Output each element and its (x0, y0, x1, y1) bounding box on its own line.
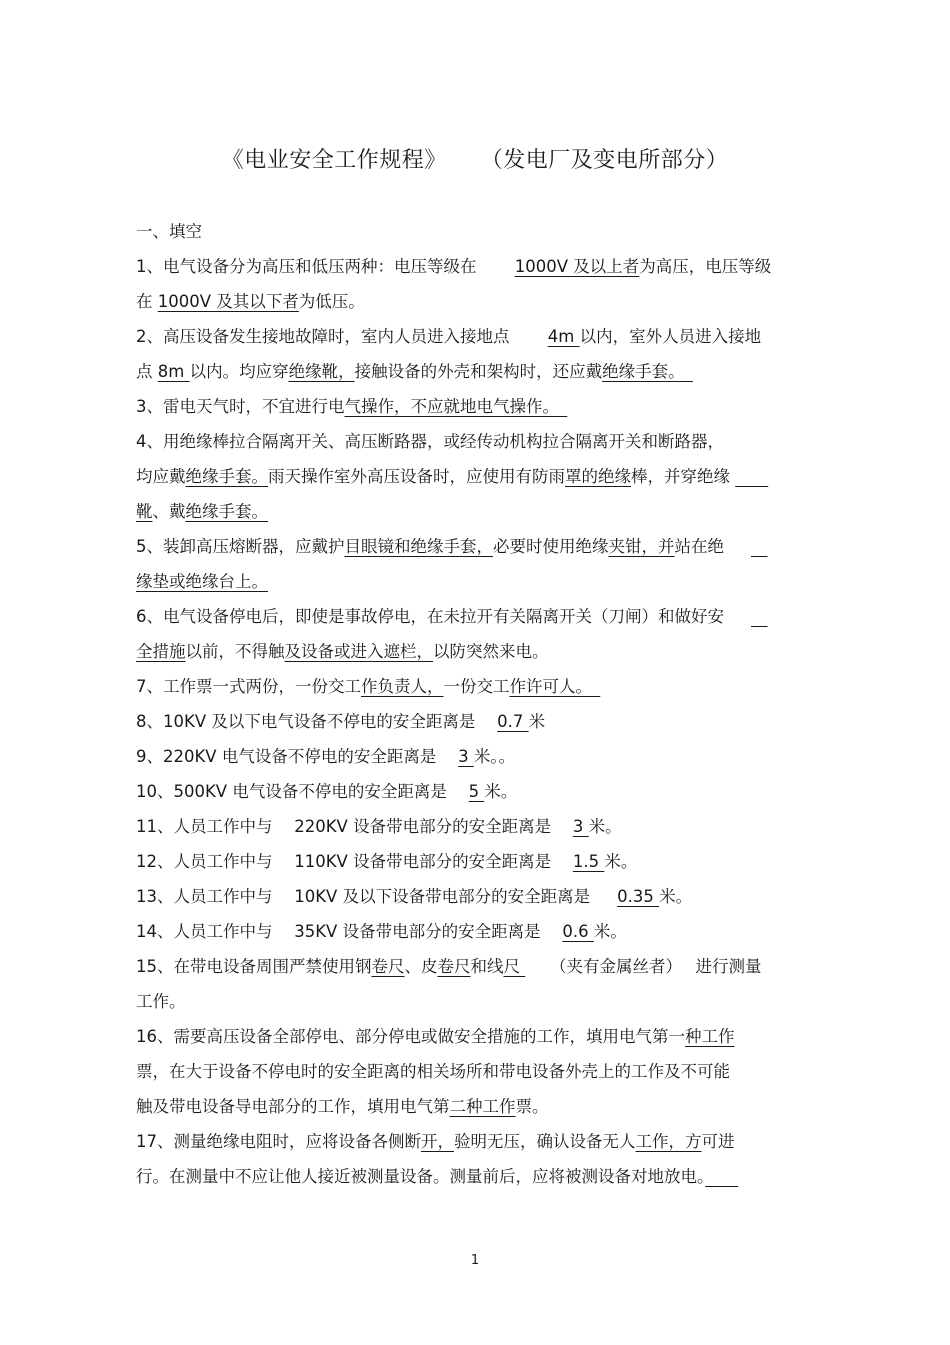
line-text: 均应戴 (136, 467, 186, 486)
line-text: （夹有金属丝者） 进行测量 (525, 957, 762, 976)
line-text: 16、需要高压设备全部停电、部分停电或做安全措施的工作，填用电气第一 (136, 1027, 685, 1046)
answer-blank: 目眼镜和绝缘手套， (344, 537, 493, 556)
text-line (136, 605, 836, 629)
text-line (136, 535, 836, 559)
line-text: 以前，不得触 (185, 642, 285, 661)
text-line (136, 1060, 836, 1084)
section-heading: 一、填空 (136, 222, 202, 241)
answer-blank: 开， (421, 1132, 454, 1151)
answer-blank: 4m (547, 327, 580, 346)
line-text: 2、高压设备发生接地故障时，室内人员进入接地点 (136, 327, 548, 346)
line-text: 为高压，电压等级 (639, 257, 772, 276)
line-text: 10、500KV 电气设备不停电的安全距离是 (136, 782, 469, 801)
answer-blank: 作许可人。 (509, 677, 601, 696)
answer-blank: 绝缘手套。 (185, 502, 268, 521)
answer-blank: 作负责人， (361, 677, 444, 696)
line-text: 6、电气设备停电后，即使是事故停电，在未拉开有关隔离开关（刀闸）和做好安 (136, 607, 751, 626)
line-text: 米。 (484, 782, 518, 801)
text-line (136, 1095, 836, 1119)
answer-blank: 气操作，不应就地电气操作。 (344, 397, 568, 416)
line-text: 一份交工 (443, 677, 510, 696)
text-line (136, 990, 836, 1014)
text-line (136, 255, 836, 279)
line-text: 4、用绝缘棒拉合隔离开关、高压断路器，或经传动机构拉合隔离开关和断路器， (136, 432, 724, 451)
text-line (136, 395, 836, 419)
answer-blank: 0.35 (617, 887, 660, 906)
line-text: 为低压。 (298, 292, 365, 311)
line-text: 米。 (588, 817, 622, 836)
answer-blank: 全措施 (136, 642, 186, 661)
line-text: 8、10KV 及以下电气设备不停电的安全距离是 (136, 712, 498, 731)
answer-blank (735, 467, 768, 486)
line-text: 5、装卸高压熔断器，应戴护 (136, 537, 345, 556)
text-line (136, 1165, 836, 1189)
line-text: 以内，室外人员进入接地 (579, 327, 762, 346)
answer-blank: 工作，方 (635, 1132, 702, 1151)
line-text: 以内。均应穿 (189, 362, 289, 381)
answer-blank: 1000V 及以上者 (514, 257, 640, 276)
text-line (136, 955, 836, 979)
answer-blank: 8m (157, 362, 190, 381)
answer-blank: 卷尺 (371, 957, 405, 976)
line-text: 触及带电设备导电部分的工作，填用电气第 (136, 1097, 450, 1116)
line-text: 14、人员工作中与 35KV 设备带电部分的安全距离是 (136, 922, 563, 941)
answer-blank (751, 537, 768, 556)
title-sub: （发电厂及变电所部分） (480, 148, 729, 173)
answer-blank: 5 (468, 782, 485, 801)
text-line (136, 640, 836, 664)
line-text: 9、220KV 电气设备不停电的安全距离是 (136, 747, 459, 766)
line-text: 米。 (659, 887, 693, 906)
line-text: 以防突然来电。 (433, 642, 549, 661)
line-text: 可进 (701, 1132, 735, 1151)
text-line (136, 500, 836, 524)
text-line (136, 570, 836, 594)
line-text: 和线 (470, 957, 504, 976)
line-text: 接触设备的外壳和架构时，还应戴 (354, 362, 603, 381)
answer-blank: 1000V 及其以下者 (157, 292, 299, 311)
line-text: 1、电气设备分为高压和低压两种：电压等级在 (136, 257, 515, 276)
line-text: 15、在带电设备周围严禁使用钢 (136, 957, 372, 976)
text-line (136, 465, 836, 489)
answer-blank: 绝缘手套。 (602, 362, 693, 381)
line-text: 行。在测量中不应让他人接近被测量设备。测量前后，应将被测设备对地放电。 (136, 1167, 706, 1186)
line-text: 米 (528, 712, 546, 731)
text-line (136, 290, 836, 314)
line-text: 米。 (593, 922, 627, 941)
answer-blank: 二种工作 (449, 1097, 516, 1116)
text-line (136, 885, 836, 909)
line-text: 7、工作票一式两份，一份交工 (136, 677, 361, 696)
line-text: 17、测量绝缘电阻时，应将设备各侧断 (136, 1132, 421, 1151)
answer-blank: 3 (572, 817, 589, 836)
line-text: 米。。 (473, 747, 516, 766)
line-text: 棒，并穿绝缘 (631, 467, 736, 486)
answer-blank: 靴 (136, 502, 153, 521)
line-text: 点 (136, 362, 158, 381)
answer-blank: 绝缘靴， (288, 362, 355, 381)
answer-blank: 罩的绝缘 (565, 467, 631, 486)
line-text: 票。 (515, 1097, 549, 1116)
text-line (136, 430, 836, 454)
line-text: 11、人员工作中与 220KV 设备带电部分的安全距离是 (136, 817, 573, 836)
answer-blank: 夹钳，并 (608, 537, 675, 556)
text-line (136, 850, 836, 874)
line-text: 票，在大于设备不停电时的安全距离的相关场所和带电设备外壳上的工作及不可能 (136, 1062, 730, 1081)
answer-blank: 绝缘手套。 (185, 467, 268, 486)
answer-blank (751, 607, 768, 626)
answer-blank: 1.5 (572, 852, 605, 871)
text-line (136, 675, 836, 699)
text-line (136, 780, 836, 804)
text-line (136, 745, 836, 769)
answer-blank: 0.6 (562, 922, 594, 941)
line-text: 12、人员工作中与 110KV 设备带电部分的安全距离是 (136, 852, 573, 871)
line-text: 在 (136, 292, 158, 311)
line-text: 雨天操作室外高压设备时，应使用有防雨 (268, 467, 565, 486)
text-line (136, 920, 836, 944)
answer-blank: 种工作 (685, 1027, 735, 1046)
text-line (136, 360, 836, 384)
text-line (136, 710, 836, 734)
line-text: 、戴 (152, 502, 186, 521)
answer-blank: 3 (458, 747, 474, 766)
line-text: 3、雷电天气时，不宜进行电 (136, 397, 345, 416)
line-text: 米。 (604, 852, 638, 871)
text-line (136, 815, 836, 839)
line-text: 、皮 (404, 957, 438, 976)
page-number: 1 (470, 1253, 480, 1268)
answer-blank: 卷尺 (437, 957, 471, 976)
answer-blank: 0.7 (497, 712, 529, 731)
text-line (136, 325, 836, 349)
answer-blank: 尺 (503, 957, 526, 976)
line-text: 必要时使用绝缘 (493, 537, 609, 556)
document-title (0, 143, 950, 174)
line-text: 工作。 (136, 992, 186, 1011)
text-line (136, 1130, 836, 1154)
line-text: 13、人员工作中与 10KV 及以下设备带电部分的安全距离是 (136, 887, 618, 906)
line-text: 站在绝 (674, 537, 751, 556)
answer-blank: 缘垫或绝缘台上。 (136, 572, 268, 591)
line-text: 验明无压，确认设备无人 (454, 1132, 636, 1151)
answer-blank (705, 1167, 738, 1186)
text-line (136, 1025, 836, 1049)
answer-blank: 及设备或进入遮栏， (284, 642, 433, 661)
title-main: 《电业安全工作规程》 (221, 148, 447, 173)
